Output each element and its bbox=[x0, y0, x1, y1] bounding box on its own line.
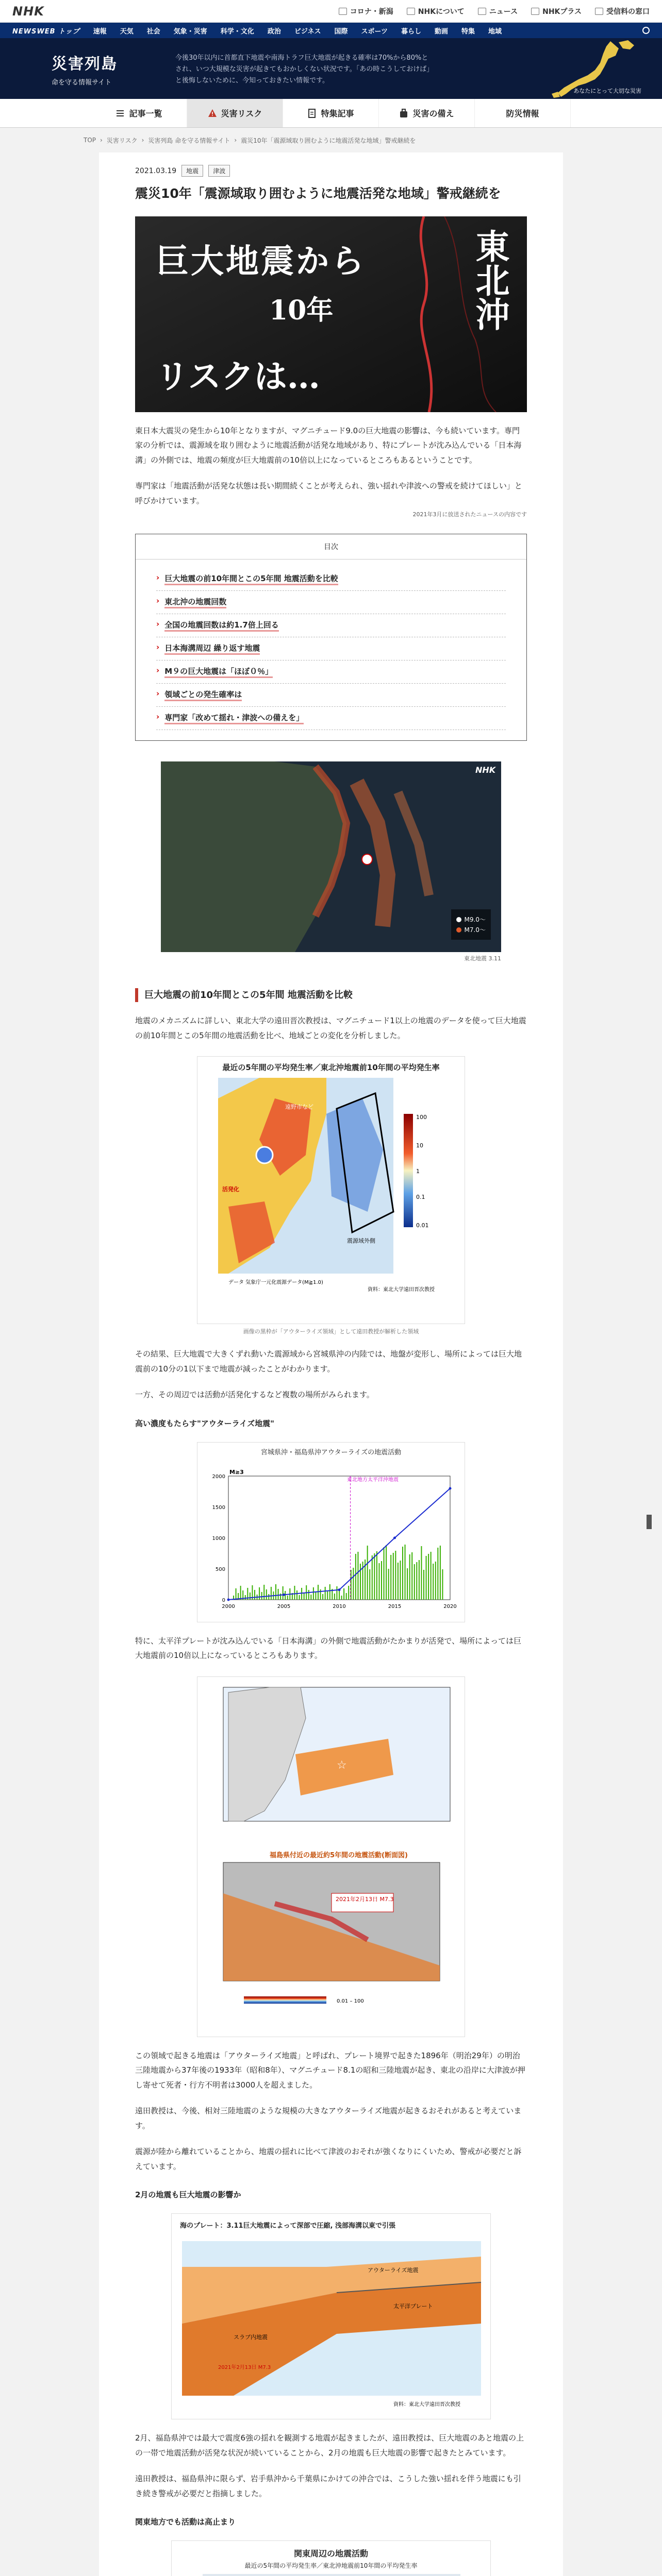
diagram-label: 太平洋プレート bbox=[393, 2303, 433, 2310]
breadcrumb bbox=[84, 128, 578, 152]
toc-list bbox=[156, 568, 506, 730]
svg-text:0.1: 0.1 bbox=[416, 1194, 425, 1201]
figure-title: 関東周辺の地震活動 bbox=[293, 2549, 368, 2559]
toc-item[interactable] bbox=[156, 684, 506, 707]
svg-text:☆: ☆ bbox=[337, 1758, 347, 1772]
scroll-handle[interactable] bbox=[647, 1515, 652, 1529]
nav-item[interactable]: 社会 bbox=[146, 27, 160, 36]
breadcrumb-separator: › bbox=[234, 137, 237, 144]
article-meta bbox=[135, 165, 527, 177]
tab-label: 災害リスク bbox=[221, 109, 262, 118]
article-title: 震災10年「震源域取り囲むように地震活発な地域」警戒継続を bbox=[135, 186, 501, 201]
figure-subtitle: 最近の5年間の平均発生率／東北沖地震前10年間の平均発生率 bbox=[244, 2562, 418, 2570]
subsection-heading: 2月の地震も巨大地震の影響か bbox=[135, 2190, 241, 2200]
paragraph: この領域で起きる地震は「アウターライズ地震」と呼ばれ、プレート境界で起きた1896年（明治29年）の明治三陸地震から37年後の1933年（昭和8年）、マグニチュード8.1の昭和三陸地震が起き、東北の沿岸に大津波が押し寄せて死者・行方不明者は3000人を超えました。 bbox=[135, 2050, 525, 2090]
figure-note: 画像の黒枠が「アウターライズ領域」として遠田教授が解析した領域 bbox=[243, 1328, 419, 1335]
figure-data-label: データ 気象庁一元化震源データ(M≧1.0) bbox=[228, 1280, 323, 1286]
top-bar bbox=[0, 0, 662, 23]
nhk-logo[interactable]: NHK bbox=[12, 4, 44, 19]
nav-brand[interactable]: NEWSWEB トップ bbox=[12, 27, 80, 36]
toc-item-label: 専門家「改めて揺れ・津波への備えを」 bbox=[164, 712, 304, 724]
nav-item[interactable]: 動画 bbox=[434, 27, 448, 36]
series-point bbox=[283, 1594, 285, 1596]
quake-label: 2021年2月13日 M7.3 bbox=[336, 1895, 394, 1903]
category-tabs bbox=[0, 99, 662, 128]
series-point bbox=[227, 1598, 230, 1601]
diagram-label: スラブ内地震 bbox=[234, 2334, 268, 2341]
paragraph: 遠田教授は、今後、相対三陸地震のような規模の大きなアウターライズ地震が起きるおそれがあると考えています。 bbox=[135, 2106, 522, 2130]
activity-ratio-map-figure bbox=[197, 1056, 465, 1324]
nav-item[interactable]: 特集 bbox=[461, 27, 475, 36]
toc-item[interactable] bbox=[156, 707, 506, 730]
nav-item[interactable]: スポーツ bbox=[361, 27, 388, 36]
subsection-heading: 高い濃度もたらす"アウターライズ地震" bbox=[135, 1418, 274, 1428]
legend-row bbox=[456, 925, 486, 934]
top-link-corona[interactable]: コロナ・新潟 bbox=[339, 6, 393, 16]
chevron-right-icon: › bbox=[156, 689, 160, 699]
banner-side-link[interactable]: あなたにとって大切な災害 bbox=[573, 88, 641, 94]
paragraph: 特に、太平洋プレートが沈み込んでいる「日本海溝」の外側で地震活動がたかまりが活発で、場所によっては巨大地震前の10倍以上になっているところもあります。 bbox=[135, 1636, 522, 1660]
site-banner bbox=[0, 38, 662, 99]
outer-rise-chart-figure bbox=[197, 1442, 465, 1622]
nav-item[interactable]: 政治 bbox=[267, 27, 281, 36]
series-point bbox=[338, 1588, 341, 1591]
card-icon bbox=[595, 8, 603, 15]
tab-info[interactable] bbox=[475, 99, 571, 127]
chart-annotation: 東北地方太平洋沖地震 bbox=[347, 1477, 399, 1483]
top-link-about[interactable]: NHKについて bbox=[407, 6, 465, 16]
chart-subtitle: M≥3 bbox=[229, 1468, 244, 1476]
seismicity-satellite-map bbox=[161, 761, 501, 952]
top-link-fee[interactable]: 受信料の窓口 bbox=[595, 6, 650, 16]
hero-text-3: リスクは… bbox=[156, 357, 320, 396]
nav-item[interactable]: 地域 bbox=[488, 27, 502, 36]
breadcrumb-item[interactable]: TOP bbox=[84, 137, 96, 144]
banner-subtitle: 命を守る情報サイト bbox=[52, 78, 112, 87]
tab-features[interactable] bbox=[283, 99, 379, 127]
paragraph: 2月、福島県沖では最大で震度6強の揺れを観測する地震が起きましたが、遠田教授は、巨大地震のあと地震の上の一帯で地震活動が活発な状況が続いていることから、2月の地震も巨大地震の影響で起きたとみています。 bbox=[135, 2433, 524, 2458]
banner-description: 今後30年以内に首都直下地震や南海トラフ巨大地震が起きる確率は70%から80%とされ、いつ大規模な災害が起きてもおかしくない状況です。「あの時こうしておけば」と後悔しないために、今知っておきたい情報です。 bbox=[175, 54, 430, 85]
play-icon bbox=[531, 8, 539, 15]
nav-item[interactable]: 速報 bbox=[93, 27, 107, 36]
nav-item[interactable]: 科学・文化 bbox=[220, 27, 254, 36]
breadcrumb-separator: › bbox=[100, 137, 103, 144]
paragraph: 専門家は「地震活動が活発な状態は長い期間続くことが考えられ、強い揺れや津波への警戒を続けてほしい」と呼びかけています。 bbox=[135, 481, 522, 505]
warning-icon bbox=[208, 109, 217, 118]
tohoku-outer-rise-map bbox=[197, 1677, 466, 2038]
cumulative-line-chart bbox=[197, 1461, 466, 1615]
map-annotation: 震源域外側 bbox=[347, 1238, 375, 1245]
figure-source: 資料：東北大学遠田晋次教授 bbox=[393, 2402, 460, 2408]
legend-swatch bbox=[456, 917, 461, 922]
chevron-right-icon: › bbox=[156, 619, 160, 629]
paragraph: その結果、巨大地震で大きくずれ動いた震源域から宮城県沖の内陸では、地盤が変形し、場所によっては巨大地震前の10分の1以下まで地震が減ったことがわかります。 bbox=[135, 1349, 522, 1374]
chevron-right-icon: › bbox=[156, 573, 160, 583]
y-tick-label: 2000 bbox=[212, 1473, 225, 1480]
satellite-map-graphic bbox=[161, 761, 501, 952]
toc-item[interactable] bbox=[156, 591, 506, 614]
cross-section-title: 福島県付近の最近約5年間の地震活動(断面図) bbox=[270, 1851, 408, 1859]
x-tick-label: 2010 bbox=[333, 1603, 346, 1609]
x-tick-label: 2000 bbox=[222, 1603, 235, 1609]
toc-item-label: 領域ごとの発生確率は bbox=[164, 689, 242, 701]
paragraph: 遠田教授は、福島県沖に限らず、岩手県沖から千葉県にかけての沖合では、こうした強い揺れを伴う地震にも引き続き警戒が必要だと指摘しました。 bbox=[135, 2474, 521, 2498]
toc-item[interactable] bbox=[156, 568, 506, 591]
toc-item-label: 日本海溝周辺 繰り返す地震 bbox=[164, 642, 260, 655]
top-links bbox=[339, 6, 650, 16]
tab-label: 災害の備え bbox=[412, 109, 454, 118]
paragraph: 一方、その周辺では活動が活発化するなど複数の場所がみられます。 bbox=[135, 1390, 374, 1400]
tab-label: 記事一覧 bbox=[129, 109, 162, 118]
table-of-contents bbox=[135, 534, 527, 741]
info-icon bbox=[407, 8, 415, 15]
list-icon bbox=[115, 109, 125, 118]
banner-title: 災害列島 bbox=[52, 55, 118, 73]
nav-item[interactable]: ビジネス bbox=[294, 27, 321, 36]
diagram-label: アウターライズ地震 bbox=[368, 2267, 419, 2274]
diagram-title: 海のプレート：3.11巨大地震によって深部で圧縮, 浅部海溝以東で引張 bbox=[180, 2222, 396, 2230]
hero-text-side: 東北沖 bbox=[470, 228, 510, 331]
news-icon bbox=[478, 8, 486, 15]
figure-title: 最近の5年間の平均発生率／東北沖地震前10年間の平均発生率 bbox=[222, 1063, 440, 1073]
toc-item-label: 巨大地震の前10年間とこの5年間 地震活動を比較 bbox=[164, 573, 338, 585]
hero-text-1: 巨大地震から bbox=[156, 242, 366, 281]
map-caption: 東北地震 3.11 bbox=[464, 955, 501, 962]
activity-ratio-map bbox=[197, 1078, 466, 1294]
y-tick-label: 0 bbox=[222, 1597, 225, 1603]
subsection-heading: 関東地方でも活動は高止まり bbox=[135, 2517, 236, 2527]
figure-source: 資料：東北大学遠田晋次教授 bbox=[368, 1287, 435, 1293]
x-tick-label: 2005 bbox=[277, 1603, 291, 1609]
toc-item-label: M９の巨大地震は「ほぼ０％」 bbox=[164, 666, 273, 678]
breadcrumb-current: 震災10年「震源域取り囲むように地震活発な地域」警戒継続を bbox=[241, 137, 416, 144]
tab-articles[interactable] bbox=[91, 99, 187, 127]
nav-item[interactable]: 天気 bbox=[120, 27, 134, 36]
top-link-news[interactable]: ニュース bbox=[478, 6, 518, 16]
map-annotation: 活発化 bbox=[222, 1186, 239, 1193]
x-tick-label: 2015 bbox=[388, 1603, 402, 1609]
chevron-right-icon: › bbox=[156, 642, 160, 652]
tohoku-map-figure bbox=[197, 1676, 465, 2037]
chevron-right-icon: › bbox=[156, 712, 160, 722]
broadcast-note: 2021年3月に放送されたニュースの内容です bbox=[412, 511, 527, 518]
breadcrumb-item[interactable]: 災害列島 命を守る情報サイト bbox=[148, 137, 230, 144]
diagram-label: 2021年2月13日 M7.3 bbox=[218, 2365, 271, 2371]
breadcrumb-separator: › bbox=[141, 137, 144, 144]
section-heading: 巨大地震の前10年間とこの5年間 地震活動を比較 bbox=[135, 988, 527, 1002]
legend-label: M7.0～ bbox=[464, 926, 486, 934]
toc-heading: 目次 bbox=[136, 534, 526, 560]
kanto-activity-map bbox=[172, 2574, 491, 2576]
map-icon bbox=[339, 8, 347, 15]
tag-tsunami[interactable]: 津波 bbox=[208, 165, 230, 177]
banner-heading[interactable] bbox=[52, 51, 118, 87]
hero-text-2: 10年 bbox=[269, 294, 334, 326]
paragraph: 震源が陸から離れていることから、地震の揺れに比べて津波のおそれが強くなりにくいため、警戒が必要だと訴えています。 bbox=[135, 2147, 522, 2171]
tab-disaster-risk[interactable] bbox=[187, 99, 283, 127]
svg-text:10: 10 bbox=[416, 1142, 423, 1149]
plate-diagram-figure bbox=[171, 2213, 491, 2419]
svg-text:NHK: NHK bbox=[475, 765, 496, 775]
svg-text:100: 100 bbox=[416, 1114, 427, 1121]
nav-item[interactable]: 暮らし bbox=[401, 27, 421, 36]
main-nav bbox=[0, 23, 662, 38]
y-tick-label: 1000 bbox=[212, 1535, 225, 1541]
tab-label: 特集記事 bbox=[321, 109, 354, 118]
chevron-right-icon: › bbox=[156, 666, 160, 675]
kanto-map-figure bbox=[171, 2540, 491, 2576]
svg-text:1: 1 bbox=[416, 1168, 420, 1175]
nav-item[interactable]: 国際 bbox=[334, 27, 348, 36]
top-link-plus[interactable]: NHKプラス bbox=[531, 6, 582, 16]
y-tick-label: 1500 bbox=[212, 1504, 225, 1511]
bag-icon bbox=[399, 109, 408, 118]
toc-item[interactable] bbox=[156, 614, 506, 637]
tab-label: 防災情報 bbox=[506, 109, 539, 118]
series-point bbox=[393, 1536, 396, 1539]
hero-image bbox=[135, 216, 527, 412]
tab-preparedness[interactable] bbox=[379, 99, 475, 127]
article bbox=[99, 152, 563, 2576]
y-tick-label: 500 bbox=[215, 1566, 225, 1572]
x-tick-label: 2020 bbox=[443, 1603, 457, 1609]
map-annotation: 遠野市など bbox=[285, 1104, 313, 1111]
tag-earthquake[interactable]: 地震 bbox=[181, 165, 203, 177]
toc-item[interactable] bbox=[156, 660, 506, 684]
map-legend bbox=[451, 909, 491, 940]
plate-cross-section bbox=[172, 2236, 491, 2411]
chevron-right-icon: › bbox=[156, 596, 160, 606]
legend-label: M9.0～ bbox=[464, 916, 486, 924]
toc-item[interactable] bbox=[156, 637, 506, 660]
article-date: 2021.03.19 bbox=[135, 166, 177, 175]
lead-paragraph: 東日本大震災の発生から10年となりますが、マグニチュード9.0の巨大地震の影響は、今も続いています。専門家の分析では、震源域を取り囲むように地震活動が活発な地域があり、特にプレートが沈み込んでいる「日本海溝」の外側では、地震の頻度が巨大地震前の10倍以上になっているところもあるということです。 bbox=[135, 426, 522, 465]
series-point bbox=[449, 1487, 452, 1489]
nav-item[interactable]: 気象・災害 bbox=[173, 27, 207, 36]
legend-swatch bbox=[456, 927, 461, 933]
breadcrumb-item[interactable]: 災害リスク bbox=[106, 137, 138, 144]
legend-row bbox=[456, 915, 486, 924]
document-icon bbox=[307, 109, 317, 118]
search-icon[interactable] bbox=[642, 27, 650, 34]
toc-item-label: 全国の地震回数は約1.7倍上回る bbox=[164, 619, 279, 632]
chart-title: 宮城県沖・福島県沖アウターライズの地震活動 bbox=[260, 1448, 402, 1456]
paragraph: 地震のメカニズムに詳しい、東北大学の遠田晋次教授は、マグニチュード1以上の地震のデータを使って巨大地震の前10年間とこの5年間の地震活動を比べ、地域ごとの変化を分析しました。 bbox=[135, 1016, 526, 1040]
svg-text:0.01 – 100: 0.01 – 100 bbox=[337, 1998, 364, 2004]
svg-text:0.01: 0.01 bbox=[416, 1222, 429, 1229]
toc-item-label: 東北沖の地震回数 bbox=[164, 596, 226, 608]
